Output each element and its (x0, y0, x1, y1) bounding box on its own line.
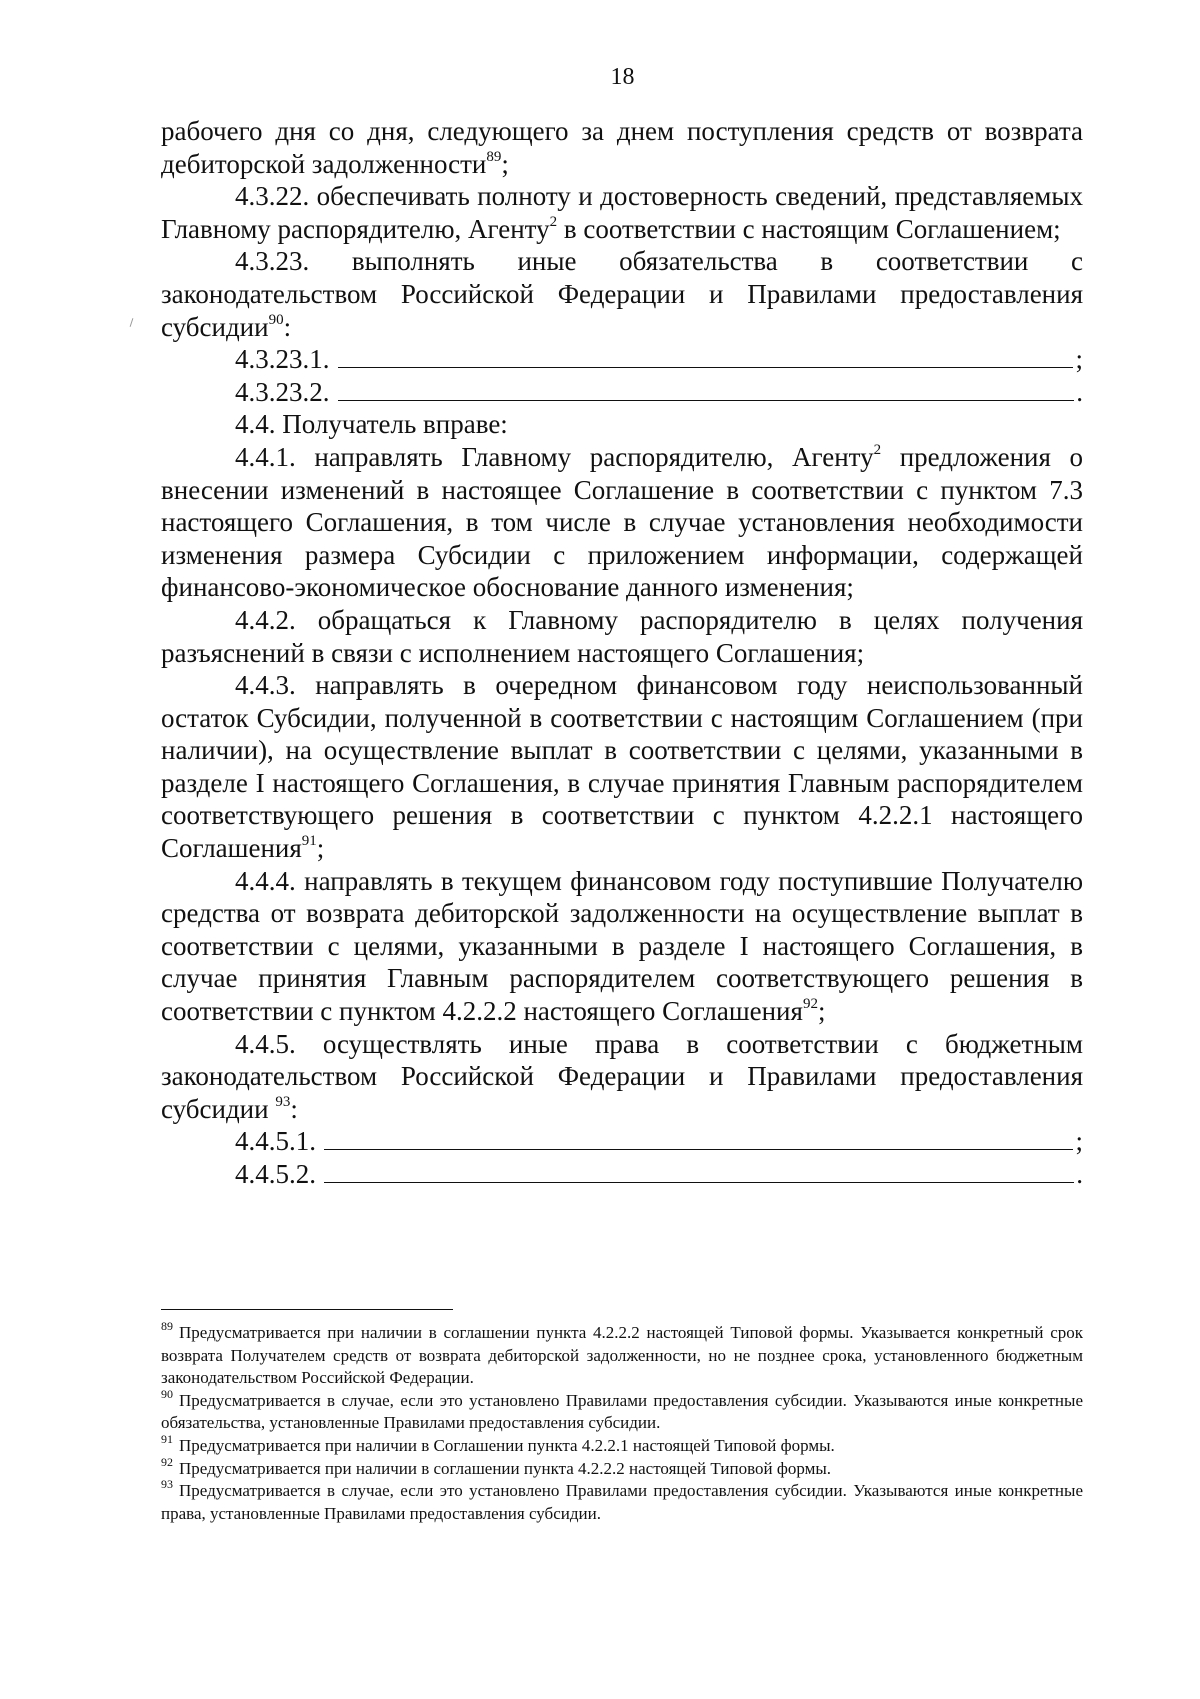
clause-4-4-1: 4.4.1. направлять Главному распорядителю, Агенту$^2$ предложения о внесении изменений в настоящее Соглашение в соответствии с пунктом 7.3 настоящего Соглашения, в том числе в случае установления необходимости изменения размера Субсидии с приложением информации, содержащей финансово-экономическое обоснование данного изменения; (161, 441, 1083, 603)
blank-field-4-4-5-1: 4.4.5.1. ; (235, 1126, 1083, 1157)
footnote-text: Предусматривается в случае, если это установлено Правилами предоставления субсидии. Указываются иные конкретные права, установленные Правилами предоставления субсидии. (161, 1481, 1083, 1523)
clause-4-4-2: 4.4.2. обращаться к Главному распорядителю в целях получения разъяснений в связи с исполнением настоящего Соглашения; (161, 604, 1083, 668)
footnote-91 (161, 1431, 1083, 1458)
footnote-number: 90 (161, 1386, 173, 1401)
fill-in-line[interactable] (338, 378, 1075, 401)
clause-4-4-heading: 4.4. Получатель вправе: (235, 409, 508, 440)
footnote-number: 89 (161, 1319, 173, 1333)
blank-field-label: 4.4.5.1. (235, 1126, 316, 1157)
page-number: 18 (610, 64, 635, 90)
footnote-text: Предусматривается в случае, если это установлено Правилами предоставления субсидии. Указываются иные конкретные обязательства, установленные Правилами предоставления субсидии. (161, 1390, 1083, 1433)
footnote-ref-92[interactable]: 92 (802, 996, 818, 1013)
footnotes (161, 1319, 1083, 1525)
footnote-ref-90[interactable]: 90 (268, 311, 284, 328)
paragraph-receivables-continuation: рабочего дня со дня, следующего за днем поступления средств от возврата дебиторской задолженности$^{89}$; (161, 116, 1083, 179)
fill-in-line[interactable] (324, 1127, 1073, 1150)
fill-in-line[interactable] (338, 345, 1074, 368)
clause-4-4-3: 4.4.3. направлять в очередном финансовом году неиспользованный остаток Субсидии, полученной в соответствии с настоящим Соглашением (при наличии), на осуществление выплат в соответствии с целями, указанными в разделе I настоящего Соглашения, в случае принятия Главным распорядителем соответствующего решения в соответствии с пунктом 4.2.2.1 настоящего Соглашения$^{91}$; (161, 670, 1083, 864)
document-body (161, 115, 1083, 1191)
footnote-92 (161, 1454, 1083, 1481)
footnote-ref-2[interactable]: 2 (873, 441, 882, 458)
blank-field-4-3-23-1: 4.3.23.1. ; (235, 344, 1083, 375)
footnote-ref-91[interactable]: 91 (301, 833, 317, 850)
footnote-ref-93[interactable]: 93 (275, 1093, 291, 1110)
footnote-number: 93 (161, 1477, 173, 1492)
footnote-89 (161, 1319, 1083, 1390)
blank-field-label: 4.3.23.1. (235, 344, 330, 375)
footnote-text: Предусматривается при наличии в соглашении пункта 4.2.2.2 настоящей Типовой формы. (179, 1458, 832, 1478)
clause-4-4-4: 4.4.4. направлять в текущем финансовом году поступившие Получателю средства от возврата дебиторской задолженности на осуществление выплат в соответствии с целями, указанными в разделе I настоящего Соглашения, в случае принятия Главным распорядителем соответствующего решения в соответствии с пунктом 4.2.2.2 настоящего Соглашения$^{92}$; (161, 865, 1083, 1027)
clause-4-3-22: 4.3.22. обеспечивать полноту и достоверность сведений, представляемых Главному распорядителю, Агенту$^2$ в соответствии с настоящим Соглашением; (161, 181, 1083, 244)
blank-field-label: 4.3.23.2. (235, 376, 330, 407)
blank-field-label: 4.4.5.2. (235, 1159, 316, 1189)
scan-mark (130, 318, 134, 327)
clause-4-3-23: 4.3.23. выполнять иные обязательства в соответствии с законодательством Российской Федерации и Правилами предоставления субсидии$^{90}$: (161, 246, 1083, 342)
blank-field-4-3-23-2: 4.3.23.2. . (235, 376, 1083, 407)
footnote-number: 92 (161, 1454, 173, 1469)
footnote-text: Предусматривается при наличии в соглашении пункта 4.2.2.2 настоящей Типовой формы. Указывается конкретный срок возврата Получателем средств от возврата дебиторской задолженности, но не позднее срока, установленного бюджетным законодательством Российской Федерации. (161, 1323, 1083, 1388)
fill-in-line[interactable] (324, 1160, 1074, 1183)
footnote-90 (161, 1386, 1083, 1435)
footnote-93 (161, 1477, 1083, 1525)
clause-4-4-5: 4.4.5. осуществлять иные права в соответствии с бюджетным законодательством Российской Федерации и Правилами предоставления субсидии $^{93}$: (161, 1028, 1083, 1124)
footnote-separator (161, 1309, 453, 1310)
blank-field-4-4-5-2: 4.4.5.2. . (235, 1159, 1083, 1189)
footnote-text: Предусматривается при наличии в Соглашении пункта 4.2.2.1 настоящей Типовой формы. (179, 1435, 835, 1455)
footnote-number: 91 (161, 1431, 173, 1446)
footnote-ref-89[interactable]: 89 (486, 148, 502, 165)
footnote-ref-2[interactable]: 2 (549, 213, 558, 230)
